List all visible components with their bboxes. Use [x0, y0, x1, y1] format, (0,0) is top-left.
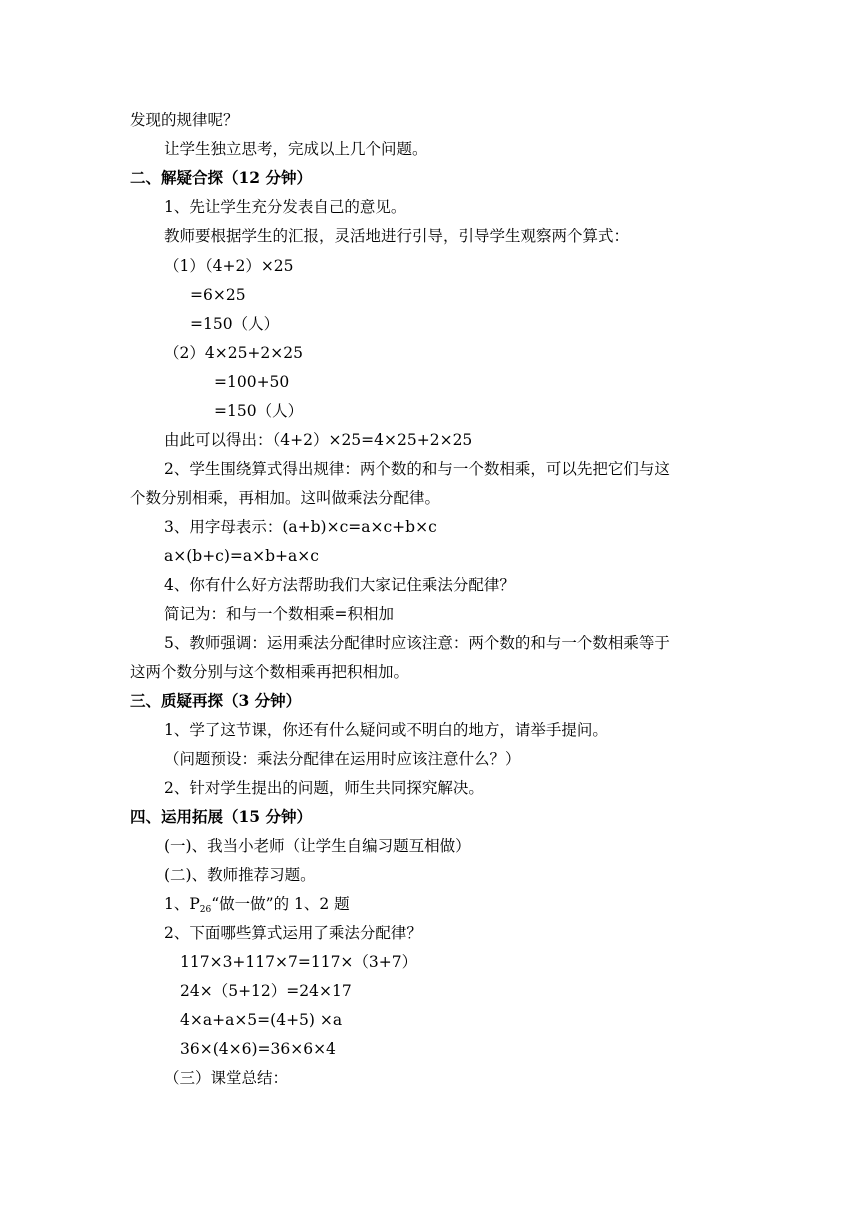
- text-line: [164, 894, 350, 920]
- text-line: （问题预设：乘法分配律在运用时应该注意什么？）: [164, 750, 521, 768]
- text-line: 个数分别相乘，再相加。这叫做乘法分配律。: [130, 489, 441, 507]
- text-line: (二)、教师推荐习题。: [164, 866, 316, 884]
- text-line: 教师要根据学生的汇报，灵活地进行引导，引导学生观察两个算式：: [164, 227, 630, 245]
- formula-line: =150（人）: [190, 315, 280, 333]
- section-heading: 三、质疑再探（3 分钟）: [130, 691, 302, 710]
- text-line: （三）课堂总结：: [164, 1069, 289, 1087]
- formula-line: =150（人）: [214, 402, 304, 420]
- text-line: 简记为：和与一个数相乘=积相加: [164, 605, 394, 623]
- formula-line: =100+50: [214, 373, 290, 391]
- text-line: 这两个数分别与这个数相乘再把积相加。: [130, 663, 410, 681]
- formula-line: （2）4×25+2×25: [164, 344, 303, 362]
- text-line: 2、针对学生提出的问题，师生共同探究解决。: [164, 779, 484, 797]
- text-line: 4、你有什么好方法帮助我们大家记住乘法分配律？: [164, 576, 515, 594]
- text-line: 由此可以得出：（4+2）×25=4×25+2×25: [164, 431, 473, 449]
- exercise-formula: 36×(4×6)=36×6×4: [180, 1040, 336, 1058]
- exercise-formula: 24×（5+12）=24×17: [180, 982, 352, 1000]
- formula-line: （1）（4+2）×25: [164, 257, 294, 275]
- text-line: 3、用字母表示：(a+b)×c=a×c+b×c: [164, 518, 437, 536]
- text-line: 2、下面哪些算式运用了乘法分配律？: [164, 924, 422, 942]
- formula-line: a×(b+c)=a×b+a×c: [164, 547, 319, 565]
- text-part: 1、P: [164, 895, 200, 913]
- text-line: 让学生独立思考，完成以上几个问题。: [164, 140, 428, 158]
- formula-line: =6×25: [190, 286, 246, 304]
- section-heading: 二、解疑合探（12 分钟）: [130, 168, 312, 187]
- section-heading: 四、运用拓展（15 分钟）: [130, 807, 312, 826]
- text-line: 2、学生围绕算式得出规律：两个数的和与一个数相乘，可以先把它们与这: [164, 460, 670, 478]
- exercise-formula: 4×a+a×5=(4+5) ×a: [180, 1011, 343, 1029]
- text-line: (一)、我当小老师（让学生自编习题互相做）: [164, 837, 471, 855]
- text-line: 发现的规律呢？: [130, 111, 239, 129]
- text-line: 1、学了这节课，你还有什么疑问或不明白的地方，请举手提问。: [164, 721, 608, 739]
- subscript-page-number: 26: [199, 905, 212, 915]
- text-part: “做一做”的 1、2 题: [211, 895, 350, 913]
- text-line: 1、先让学生充分发表自己的意见。: [164, 198, 407, 216]
- exercise-formula: 117×3+117×7=117×（3+7）: [180, 953, 418, 971]
- text-line: 5、教师强调：运用乘法分配律时应该注意：两个数的和与一个数相乘等于: [164, 634, 670, 652]
